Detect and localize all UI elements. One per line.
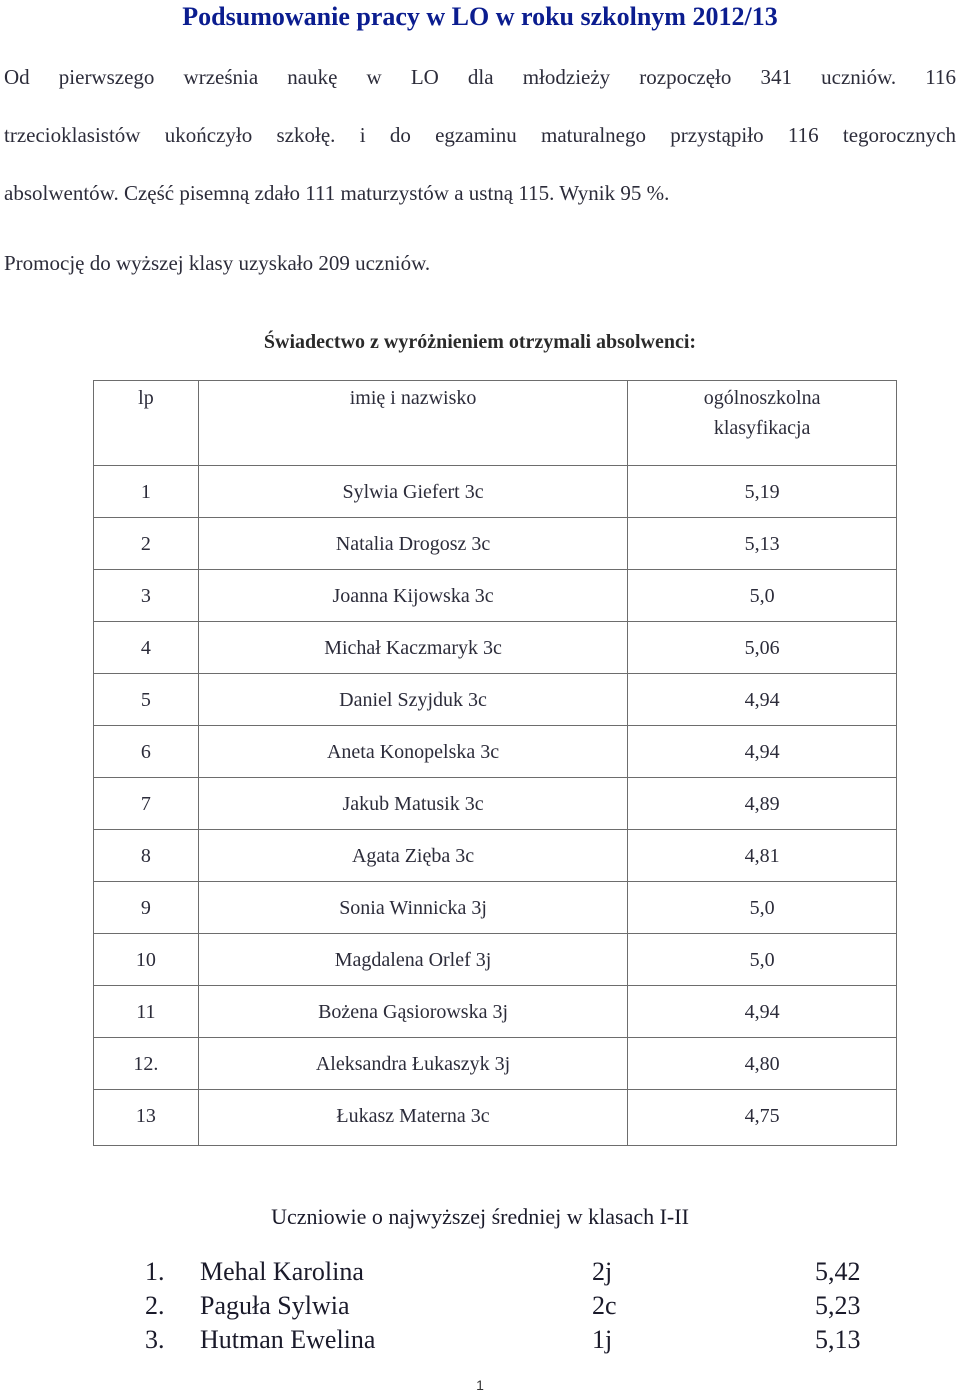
row-grade: 4,89 — [628, 778, 897, 830]
row-name: Daniel Szyjduk 3c — [198, 674, 627, 726]
row-grade: 4,75 — [628, 1090, 897, 1146]
row-lp: 2 — [94, 518, 199, 570]
row-name: Agata Zięba 3c — [198, 830, 627, 882]
student-name: Hutman Ewelina — [200, 1325, 376, 1354]
table-row — [94, 674, 897, 726]
row-name: Sylwia Giefert 3c — [198, 466, 627, 518]
column-header-grade — [628, 381, 897, 466]
item-number: 1. — [145, 1257, 165, 1286]
row-name: Joanna Kijowska 3c — [198, 570, 627, 622]
row-grade: 4,94 — [628, 674, 897, 726]
row-name: Aleksandra Łukaszyk 3j — [198, 1038, 627, 1090]
row-grade: 5,0 — [628, 934, 897, 986]
row-lp: 6 — [94, 726, 199, 778]
column-header-name: imię i nazwisko — [198, 381, 627, 466]
row-lp: 9 — [94, 882, 199, 934]
student-average: 5,42 — [815, 1257, 861, 1286]
intro-line: trzecioklasistów ukończyło szkołę. i do egzaminu maturalnego przystąpiło 116 tegorocznych — [4, 123, 956, 147]
row-grade: 5,06 — [628, 622, 897, 674]
list-item — [0, 1255, 960, 1289]
table-row — [94, 466, 897, 518]
row-grade: 4,81 — [628, 830, 897, 882]
row-grade: 5,19 — [628, 466, 897, 518]
row-name: Michał Kaczmaryk 3c — [198, 622, 627, 674]
student-class: 2j — [592, 1257, 613, 1286]
row-lp: 4 — [94, 622, 199, 674]
item-number: 3. — [145, 1325, 165, 1354]
student-name: Mehal Karolina — [200, 1257, 364, 1286]
row-name: Sonia Winnicka 3j — [198, 882, 627, 934]
page-title: Podsumowanie pracy w LO w roku szkolnym 2012/13 — [182, 2, 778, 31]
row-grade: 5,0 — [628, 570, 897, 622]
top-students-heading: Uczniowie o najwyższej średniej w klasach I-II — [271, 1204, 689, 1229]
intro-line: absolwentów. Część pisemną zdało 111 maturzystów a ustną 115. Wynik 95 %. — [4, 181, 670, 205]
row-grade: 4,94 — [628, 986, 897, 1038]
row-lp: 12. — [94, 1038, 199, 1090]
page-number: 1 — [476, 1377, 484, 1393]
student-average: 5,13 — [815, 1325, 861, 1354]
promotion-text: Promocję do wyższej klasy uzyskało 209 uczniów. — [4, 251, 431, 275]
table-row — [94, 778, 897, 830]
row-lp: 8 — [94, 830, 199, 882]
column-header-grade-label: ogólnoszkolna klasyfikacja — [703, 387, 821, 439]
row-grade: 4,94 — [628, 726, 897, 778]
table-row — [94, 986, 897, 1038]
row-lp: 5 — [94, 674, 199, 726]
row-name: Natalia Drogosz 3c — [198, 518, 627, 570]
table-row — [94, 518, 897, 570]
intro-paragraph — [4, 48, 956, 222]
student-name: Paguła Sylwia — [200, 1291, 350, 1320]
row-lp: 13 — [94, 1090, 199, 1146]
honors-heading: Świadectwo z wyróżnieniem otrzymali absolwenci: — [263, 331, 697, 353]
row-grade: 5,0 — [628, 882, 897, 934]
row-lp: 3 — [94, 570, 199, 622]
table-row — [94, 1038, 897, 1090]
table-row — [94, 882, 897, 934]
row-name: Jakub Matusik 3c — [198, 778, 627, 830]
list-item — [0, 1289, 960, 1323]
table-row — [94, 570, 897, 622]
column-header-lp: lp — [94, 381, 199, 466]
top-students-list — [0, 1255, 960, 1357]
honors-table — [93, 380, 897, 1146]
row-name: Łukasz Materna 3c — [198, 1090, 627, 1146]
table-row — [94, 830, 897, 882]
honors-table-body — [94, 466, 897, 1146]
list-item — [0, 1323, 960, 1357]
table-row — [94, 934, 897, 986]
item-number: 2. — [145, 1291, 165, 1320]
table-row — [94, 622, 897, 674]
table-row — [94, 1090, 897, 1146]
table-header-row — [94, 381, 897, 466]
row-name: Bożena Gąsiorowska 3j — [198, 986, 627, 1038]
row-name: Magdalena Orlef 3j — [198, 934, 627, 986]
row-lp: 10 — [94, 934, 199, 986]
row-lp: 7 — [94, 778, 199, 830]
student-class: 1j — [592, 1325, 613, 1354]
row-lp: 11 — [94, 986, 199, 1038]
row-grade: 4,80 — [628, 1038, 897, 1090]
intro-line: Od pierwszego września naukę w LO dla młodzieży rozpoczęło 341 uczniów. 116 — [4, 65, 956, 89]
row-grade: 5,13 — [628, 518, 897, 570]
row-lp: 1 — [94, 466, 199, 518]
row-name: Aneta Konopelska 3c — [198, 726, 627, 778]
table-row — [94, 726, 897, 778]
student-class: 2c — [592, 1291, 617, 1320]
student-average: 5,23 — [815, 1291, 861, 1320]
